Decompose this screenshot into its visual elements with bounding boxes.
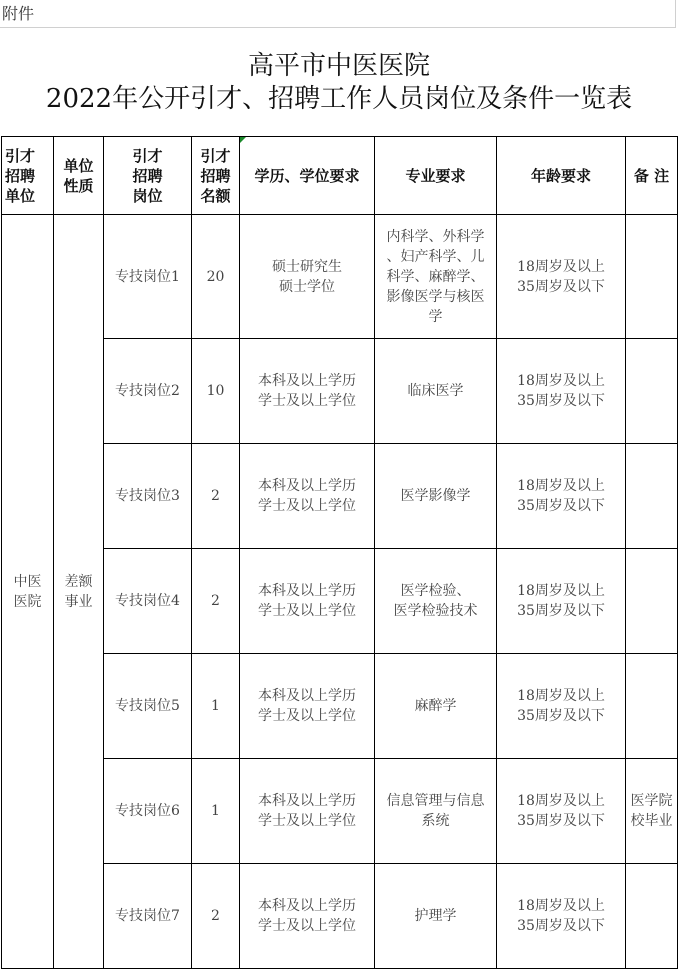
count-cell: 1: [192, 654, 240, 759]
education-cell: 本科及以上学历 学士及以上学位: [240, 654, 375, 759]
major-cell: 内科学、外科学 、妇产科学、儿 科学、麻醉学、 影像医学与核医 学: [375, 215, 497, 339]
header-row: [2, 137, 678, 215]
count-cell: 1: [192, 759, 240, 864]
education-cell: 本科及以上学历 学士及以上学位: [240, 549, 375, 654]
table-row: [2, 864, 678, 969]
major-cell: 麻醉学: [375, 654, 497, 759]
nature-cell: 差额 事业: [54, 215, 104, 969]
header-remark: 备 注: [626, 137, 678, 215]
post-cell: 专技岗位4: [104, 549, 192, 654]
table-row: [2, 654, 678, 759]
document-title: [0, 28, 678, 136]
remark-cell: [626, 215, 678, 339]
education-cell: 本科及以上学历 学士及以上学位: [240, 339, 375, 444]
count-cell: 20: [192, 215, 240, 339]
count-cell: 2: [192, 864, 240, 969]
major-cell: 护理学: [375, 864, 497, 969]
title-line-2: 2022年公开引才、招聘工作人员岗位及条件一览表: [45, 84, 633, 114]
remark-cell: 医学院 校毕业: [626, 759, 678, 864]
post-cell: 专技岗位5: [104, 654, 192, 759]
remark-cell: [626, 444, 678, 549]
header-count: 引才 招聘 名额: [192, 137, 240, 215]
title-line-1: 高平市中医医院: [247, 51, 430, 81]
post-cell: 专技岗位6: [104, 759, 192, 864]
count-cell: 10: [192, 339, 240, 444]
age-cell: 18周岁及以上 35周岁及以下: [497, 654, 626, 759]
unit-cell: 中医 医院: [2, 215, 54, 969]
header-education: 学历、学位要求: [240, 137, 375, 215]
age-cell: 18周岁及以上 35周岁及以下: [497, 864, 626, 969]
age-cell: 18周岁及以上 35周岁及以下: [497, 215, 626, 339]
comment-marker-icon: [240, 137, 246, 143]
post-cell: 专技岗位1: [104, 215, 192, 339]
major-cell: 信息管理与信息 系统: [375, 759, 497, 864]
major-cell: 医学影像学: [375, 444, 497, 549]
age-cell: 18周岁及以上 35周岁及以下: [497, 759, 626, 864]
table-row: [2, 549, 678, 654]
table-row: [2, 759, 678, 864]
table-row: [2, 339, 678, 444]
header-major: 专业要求: [375, 137, 497, 215]
age-cell: 18周岁及以上 35周岁及以下: [497, 339, 626, 444]
table-row: [2, 215, 678, 339]
education-cell: 本科及以上学历 学士及以上学位: [240, 864, 375, 969]
header-post: 引才 招聘 岗位: [104, 137, 192, 215]
remark-cell: [626, 339, 678, 444]
table-row: [2, 444, 678, 549]
remark-cell: [626, 654, 678, 759]
age-cell: 18周岁及以上 35周岁及以下: [497, 444, 626, 549]
major-cell: 临床医学: [375, 339, 497, 444]
remark-cell: [626, 864, 678, 969]
header-unit: 引才 招聘 单位: [2, 137, 54, 215]
education-cell: 本科及以上学历 学士及以上学位: [240, 444, 375, 549]
attachment-label: 附件: [0, 0, 676, 28]
education-cell: 硕士研究生 硕士学位: [240, 215, 375, 339]
header-nature: 单位 性质: [54, 137, 104, 215]
education-cell: 本科及以上学历 学士及以上学位: [240, 759, 375, 864]
recruitment-table: [1, 136, 678, 969]
post-cell: 专技岗位2: [104, 339, 192, 444]
count-cell: 2: [192, 444, 240, 549]
major-cell: 医学检验、 医学检验技术: [375, 549, 497, 654]
post-cell: 专技岗位3: [104, 444, 192, 549]
age-cell: 18周岁及以上 35周岁及以下: [497, 549, 626, 654]
count-cell: 2: [192, 549, 240, 654]
remark-cell: [626, 549, 678, 654]
post-cell: 专技岗位7: [104, 864, 192, 969]
header-age: 年龄要求: [497, 137, 626, 215]
